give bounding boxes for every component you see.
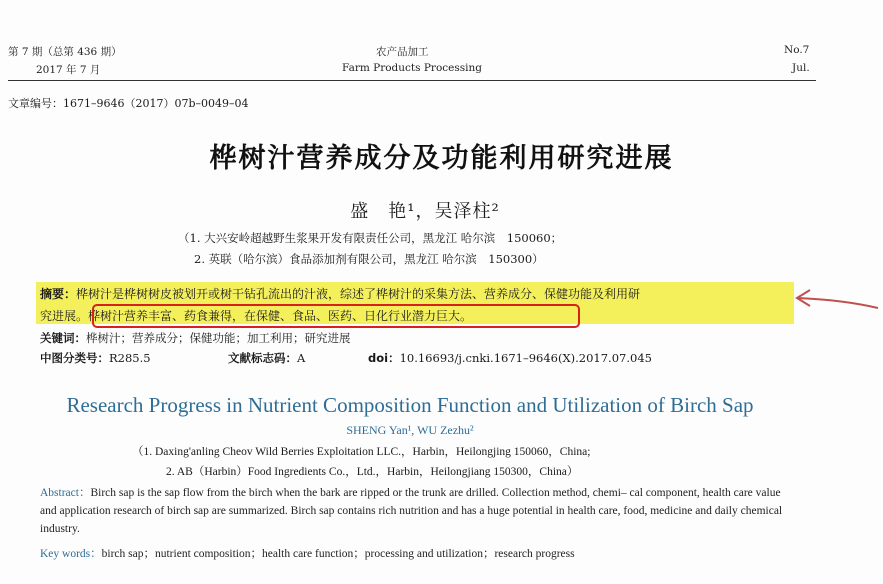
abstract-cn-text1: 桦树汁是桦树树皮被划开或树干钻孔流出的汁液，综述了桦树汁的采集方法、营养成分、保健功能及利用研 <box>76 287 641 301</box>
header-rule <box>8 80 816 81</box>
abstract-en <box>40 484 800 538</box>
keywords-cn-text: 桦树汁；营养成分；保健功能；加工利用；研究进展 <box>86 331 351 345</box>
authors-cn: 盛 艳¹，吴泽柱² <box>350 201 500 222</box>
header-issue: 第 7 期（总第 436 期） <box>8 46 122 58</box>
affiliation-cn-2: 2. 英联（哈尔滨）食品添加剂有限公司，黑龙江 哈尔滨 150300） <box>194 252 544 266</box>
header-date: 2017 年 7 月 <box>36 64 101 76</box>
red-annotation-box <box>92 304 580 328</box>
doi <box>368 350 652 366</box>
doc-label: 文献标志码： <box>228 351 297 365</box>
header-no: No.7 <box>784 44 810 56</box>
header-journal-cn: 农产品加工 <box>376 46 429 58</box>
doc-value: A <box>297 351 306 365</box>
clc-label: 中图分类号： <box>40 351 109 365</box>
abstract-cn-label: 摘要： <box>40 287 77 301</box>
affiliation-cn-1: （1. 大兴安岭超越野生浆果开发有限责任公司，黑龙江 哈尔滨 150060； <box>178 231 563 245</box>
title-cn: 桦树汁营养成分及功能利用研究进展 <box>209 143 674 174</box>
abstract-cn-text2-highlight: 桦树汁营养丰富、药食兼得，在保健、食品、医药、日化行业潜力巨大。 <box>88 309 473 323</box>
keywords-cn-label: 关键词： <box>40 331 86 345</box>
affiliation-en-1: （1. Daxing'anling Cheov Wild Berries Exploitation LLC.，Harbin，Heilongjing 150060，China; <box>132 446 591 458</box>
keywords-en-text: birch sap；nutrient composition；health care function；processing and utilization；research progress <box>101 548 575 560</box>
affiliation-en-2: 2. AB（Harbin）Food Ingredients Co.，Ltd.，Harbin，Heilongjiang 150300，China） <box>166 466 579 478</box>
authors-en: SHENG Yan¹, WU Zezhu² <box>346 423 474 437</box>
keywords-cn <box>40 330 351 346</box>
abstract-en-text: Birch sap is the sap flow from the birch when the bark are ripped or the trunk are drilled. Collection method, chemi– cal component, health care value and application research of birch sap are summarized. Birch sap contains rich nutrition and has a huge potential in health care, food, medicine and daily chemical industry. <box>40 487 783 535</box>
article-number: 文章编号：1671–9646（2017）07b–0049–04 <box>8 97 249 110</box>
clc-number <box>40 350 151 366</box>
title-en: Research Progress in Nutrient Composition Function and Utilization of Birch Sap <box>66 393 754 417</box>
abstract-en-label: Abstract： <box>40 487 91 499</box>
doi-label: doi： <box>368 351 400 365</box>
header-month: Jul. <box>792 62 810 74</box>
doi-value: 10.16693/j.cnki.1671–9646(X).2017.07.045 <box>399 351 652 365</box>
abstract-cn-text2-pre: 究进展。 <box>40 309 89 323</box>
abstract-cn-line1 <box>40 285 640 302</box>
doc-code <box>228 350 305 366</box>
clc-value: R285.5 <box>109 351 151 365</box>
keywords-en-label: Key words： <box>40 548 102 560</box>
arrow-left-icon <box>792 286 882 320</box>
header-journal-en: Farm Products Processing <box>342 62 482 74</box>
keywords-en <box>40 545 800 563</box>
